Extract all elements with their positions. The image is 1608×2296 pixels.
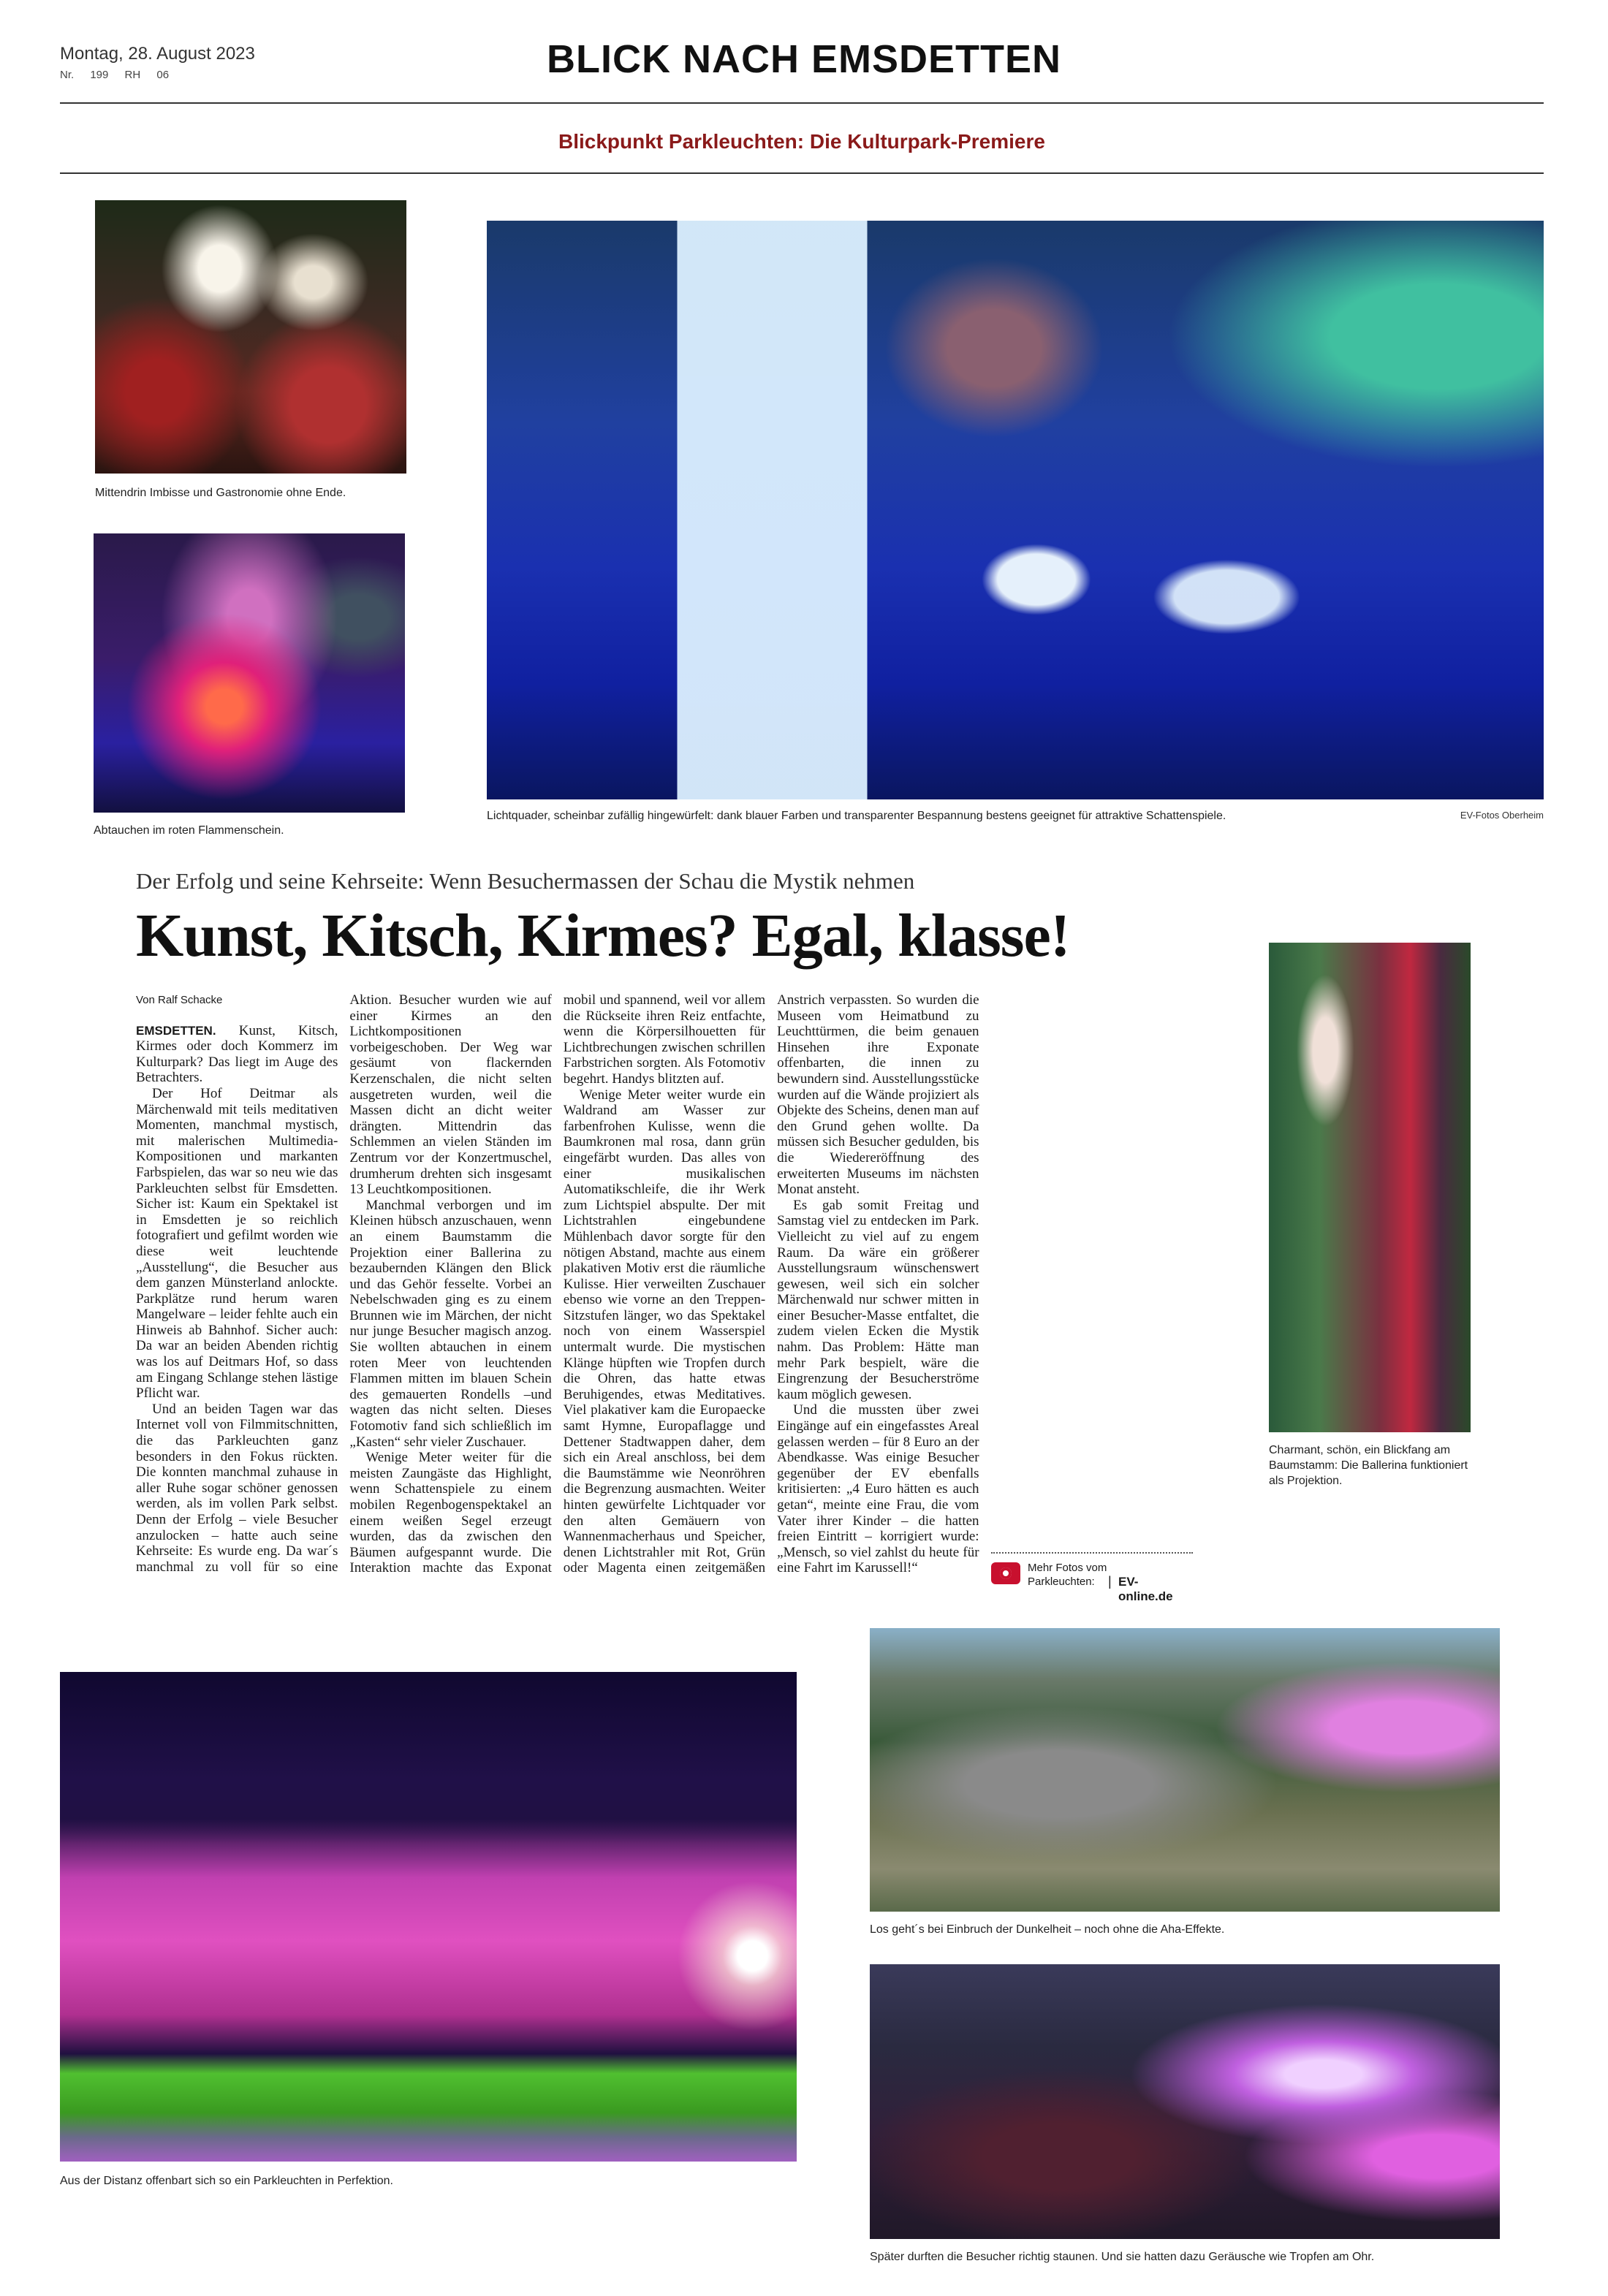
photo-dusk-audience: [870, 1628, 1500, 1912]
issue-number: Nr. 199 RH 06: [60, 69, 170, 81]
caption-fire-fountain: Abtauchen im roten Flammenschein.: [94, 824, 284, 837]
photo-ballerina: [1269, 943, 1471, 1432]
article-headline: Kunst, Kitsch, Kirmes? Egal, klasse!: [136, 902, 1070, 970]
caption-night-audience: Später durften die Besucher richtig staunen. Und sie hatten dazu Geräusche wie Tropfen am Ohr.: [870, 2251, 1375, 2263]
kicker-rule: [60, 172, 1544, 174]
article-paragraph-7: Es gab somit Freitag und Samstag viel zu entdecken im Park. Vielleicht zu viel auf zu engem Raum. Da wäre ein größerer Ausstellungsraum wünschenswert gewesen, weil sich ein solcher Märchenwald nur schwer mitten in einer Besucher-Masse entfaltet, die zudem vielen Ecken die Mystik nahm. Das Problem: Hätte man mehr Park bespielt, wäre die Eingrenzung der Besucherströme kaum möglich gewesen.: [777, 1197, 979, 1402]
article-body: [136, 992, 1193, 1590]
caption-ballerina: Charmant, schön, ein Blickfang am Baumstamm: Die Ballerina funktioniert als Projektion.: [1269, 1444, 1468, 1487]
article-paragraph-5: Wenige Meter weiter für die meisten Zaungäste das Highlight, wenn Schattenspiele zu einem mobilen Regenbogenspektakel an einem weißen Segel erzeugt wurden, das da zwischen den Bäumen aufgespannt wurde. Die Interaktion machte das Exponat mobil und spannend, weil vor allem die Rückseite ihren Reiz entfachte, wenn die Körpersilhouetten für Lichtbrechungen zwischen schrillen Farbstrichen sorgten. Als Fotomotiv begehrt. Handys blitzten auf.: [349, 992, 766, 1576]
promo-separator: |: [1108, 1574, 1112, 1589]
promo-link[interactable]: EV-online.de: [1118, 1575, 1173, 1603]
issue-date: Montag, 28. August 2023: [60, 44, 255, 64]
header-rule: [60, 102, 1544, 104]
article-paragraph-8: Und die mussten über zwei Eingänge auf ein eingefasstes Areal gelassen werden – für 8 Euro an der Abendkasse. Was einige Besucher gegenüber der EV ebenfalls kritisierten: „4 Euro hätten es auch getan“, meinte eine Frau, die vom Vater ihrer Kinder – die hatten freien Eintritt – korrigiert wurde: „Mensch, so viel zahlst du heute für eine Fahrt im Karussell!“: [777, 1402, 979, 1576]
section-title: BLICK NACH EMSDETTEN: [547, 37, 1061, 81]
caption-park-distance: Aus der Distanz offenbart sich so ein Parkleuchten in Perfektion.: [60, 2175, 393, 2187]
article-paragraph-4: Manchmal verborgen und im Kleinen hübsch anzuschauen, wenn an einem Baumstamm die Projektion einer Ballerina zu bezaubernden Klängen den Blick und das Gehör fesselte. Vorbei an Nebelschwaden ging es zu einem Brunnen wie im Märchen, der nicht nur junge Besucher magisch anzog. Sie wollten abtauchen in einem roten Meer von leuchtenden Flammen mitten im blauen Schein des gemauerten Rondells –und wagten das nicht selten. Dieses Fotomotiv fand sich schließlich im „Kasten“ sehr vieler Zuschauer.: [349, 1197, 552, 1450]
caption-gastronomy: Mittendrin Imbisse und Gastronomie ohne Ende.: [95, 487, 346, 499]
page-kicker: Blickpunkt Parkleuchten: Die Kulturpark-Premiere: [558, 130, 1045, 153]
photo-night-audience: [870, 1964, 1500, 2239]
caption-light-cubes: Lichtquader, scheinbar zufällig hingewürfelt: dank blauer Farben und transparenter Bespannung bestens geeignet für attraktive Schattenspiele.: [487, 810, 1226, 822]
more-photos-promo[interactable]: [991, 1552, 1193, 1603]
article-paragraph-6: Wenige Meter weiter wurde ein Waldrand am Wasser zur farbenfrohen Kulisse, wenn die Baumkronen mal rosa, dann grün eingefärbt wurden. Das alles von einer musikalischen Automatikschleife, die ihr Werk zum Lichtspiel abspulte. Der mit Lichtstrahlen eingebundene Mühlenbach davor sorgte für den nötigen Abstand, machte aus einem plakativen Motiv erst die räumliche Kulisse. Hier verweilten Zuschauer ebenso wie vorne an den Treppen-Sitzstufen länger, wo das Spektakel noch von einem Wasserspiel untermalt wurde. Die mystischen Klänge hüpften wie Tropfen durch die Ohren, das hatte etwas Beruhigendes, etwas Meditatives. Viel plakativer kam die Europaecke samt Hymne, Europaflagge und Dettener Stadtwappen daher, dem sich ein Areal anschloss, bei dem die Baumstämme wie Neonröhren die Begrenzung ausmachten. Weiter hinten gewürfelte Lichtquader vor den alten Gemäuern von Wannenmacherhaus und Speicher, denen Lichtstrahler mit Rot, Grün oder Magenta einen zeitgemäßen Anstrich verpassten. So wurden die Museen vom Heimatbund zu Leuchttürmen, die beim genauen Hinsehen ihre Exponate offenbarten, die innen zu bewundern sind. Ausstellungsstücke wurden auf die Wände projiziert als Objekte des Scheins, denen man auf den Grund gehen wollte. Da müssen sich Besucher gedulden, bis die Wiedereröffnung des erweiterten Museums im nächsten Monat ansteht.: [563, 992, 979, 1576]
photo-park-distance: [60, 1672, 797, 2162]
photo-fire-fountain: [94, 533, 405, 813]
caption-dusk-audience: Los geht´s bei Einbruch der Dunkelheit – noch ohne die Aha-Effekte.: [870, 1923, 1225, 1936]
promo-text: Mehr Fotos vom Parkleuchten:: [1028, 1562, 1107, 1588]
article-byline-flow: Von Ralf Schacke: [136, 994, 223, 1006]
article-paragraph-3: Und an beiden Tagen war das Internet voll von Filmmitschnitten, die das Parkleuchten ganz besonders in den Fokus rückten. Die konnten manchmal zuhause in aller Ruhe sogar schöner genossen werden, als im vollen Park selbst. Denn der Erfolg – viele Besucher anzulocken – hatte auch seine Kehrseite: Es wurde eng. Da war´s manchmal zu voll für so eine Aktion. Besucher wurden wie auf einer Kirmes an den Lichtkompositionen vorbeigeschoben. Der Weg war gesäumt von flackernden Kerzenschalen, die nicht selten ausgetreten wurden, weil die Massen dicht an dicht weiter drängten. Mittendrin das Schlemmen an vielen Ständen im Zentrum vor der Konzertmuschel, drumherum drehten sich insgesamt 13 Leuchtkompositionen.: [136, 992, 552, 1575]
photo-light-cubes: [487, 221, 1544, 799]
article-paragraph-2: Der Hof Deitmar als Märchenwald mit teils meditativen Momenten, manchmal mystisch, mit malerischen Multimedia-Kompositionen und markanten Farbspielen, das war so neu wie das Parkleuchten selbst für Emsdetten. Sicher ist: Kaum ein Spektakel ist in Emsdetten je so reichlich fotografiert und gefilmt worden wie diese weit leuchtende „Ausstellung“, die Besucher aus dem ganzen Münsterland anlockte. Parkplätze rund herum waren Mangelware – leider fehlte auch ein Hinweis ab Bahnhof. Sicher auch: Da war an beiden Abenden richtig was los auf Deitmars Hof, so dass am Eingang Schlange stehen lästige Pflicht war.: [136, 1085, 338, 1402]
article-paragraph-1: Kunst, Kitsch, Kirmes oder doch Kommerz im Kulturpark? Das liegt im Auge des Betrachters.: [136, 1022, 338, 1086]
camera-icon: [991, 1562, 1020, 1584]
article-dateline-flow: EMSDETTEN.: [136, 1023, 216, 1038]
article-subhead: Der Erfolg und seine Kehrseite: Wenn Besuchermassen der Schau die Mystik nehmen: [136, 868, 915, 894]
photo-gastronomy: [95, 200, 406, 474]
photo-credit: EV-Fotos Oberheim: [1460, 810, 1544, 821]
